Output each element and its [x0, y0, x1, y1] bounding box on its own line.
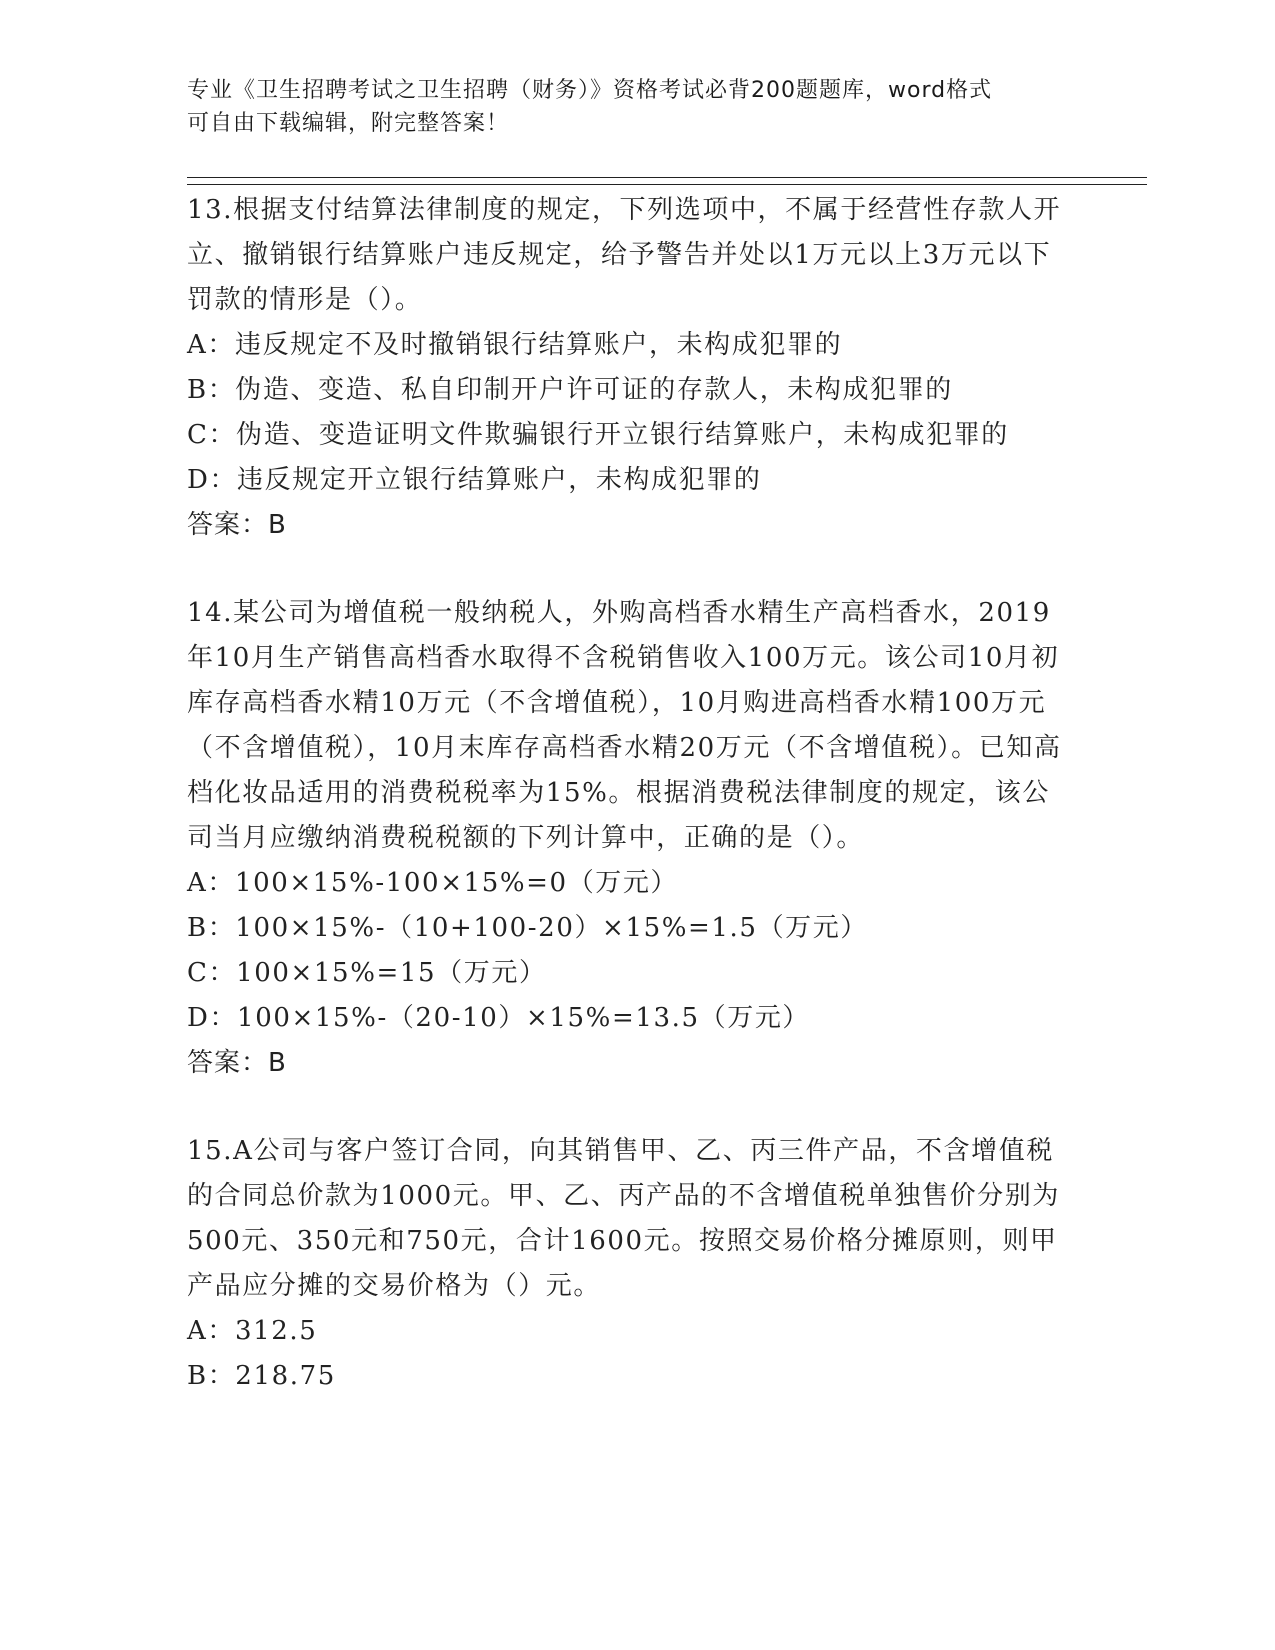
header-rule-bottom	[187, 184, 1147, 185]
question-15	[187, 1129, 1067, 1399]
header-rule-top	[187, 177, 1147, 178]
question-spacer	[187, 1086, 1067, 1129]
header-line-2: 可自由下载编辑，附完整答案！	[187, 111, 510, 136]
option-a: A：违反规定不及时撤销银行结算账户，未构成犯罪的	[187, 330, 843, 360]
header-line-1: 专业《卫生招聘考试之卫生招聘（财务）》资格考试必背200题题库，word格式	[187, 78, 993, 103]
question-list	[187, 188, 1067, 1399]
question-stem: 14.某公司为增值税一般纳税人，外购高档香水精生产高档香水，2019年10月生产销售高档香水取得不含税销售收入100万元。该公司10月初库存高档香水精10万元（不含增值税），10月购进高档香水精100万元（不含增值税），10月末库存高档香水精20万元（不含增值税）。已知高档化妆品适用的消费税税率为15%。根据消费税法律制度的规定，该公司当月应缴纳消费税税额的下列计算中，正确的是（）。	[187, 598, 1062, 853]
answer-label: 答案：B	[187, 510, 287, 540]
option-b: B：100×15%-（10+100-20）×15%=1.5（万元）	[187, 913, 868, 943]
question-spacer	[187, 548, 1067, 591]
option-a: A：312.5	[187, 1316, 318, 1346]
option-a: A：100×15%-100×15%=0（万元）	[187, 868, 679, 898]
option-b: B：伪造、变造、私自印制开户许可证的存款人，未构成犯罪的	[187, 375, 953, 405]
question-13	[187, 188, 1067, 548]
option-c: C：100×15%=15（万元）	[187, 958, 547, 988]
question-14	[187, 591, 1067, 1086]
answer-label: 答案：B	[187, 1048, 287, 1078]
question-stem: 13.根据支付结算法律制度的规定，下列选项中，不属于经营性存款人开立、撤销银行结算账户违反规定，给予警告并处以1万元以上3万元以下罚款的情形是（）。	[187, 195, 1062, 315]
option-c: C：伪造、变造证明文件欺骗银行开立银行结算账户，未构成犯罪的	[187, 420, 1009, 450]
option-b: B：218.75	[187, 1361, 336, 1391]
question-stem: 15.A公司与客户签订合同，向其销售甲、乙、丙三件产品，不含增值税的合同总价款为1000元。甲、乙、丙产品的不含增值税单独售价分别为500元、350元和750元，合计1600元。按照交易价格分摊原则，则甲产品应分摊的交易价格为（）元。	[187, 1136, 1060, 1301]
document-header	[187, 74, 1087, 140]
option-d: D：100×15%-（20-10）×15%=13.5（万元）	[187, 1003, 811, 1033]
option-d: D：违反规定开立银行结算账户，未构成犯罪的	[187, 465, 762, 495]
